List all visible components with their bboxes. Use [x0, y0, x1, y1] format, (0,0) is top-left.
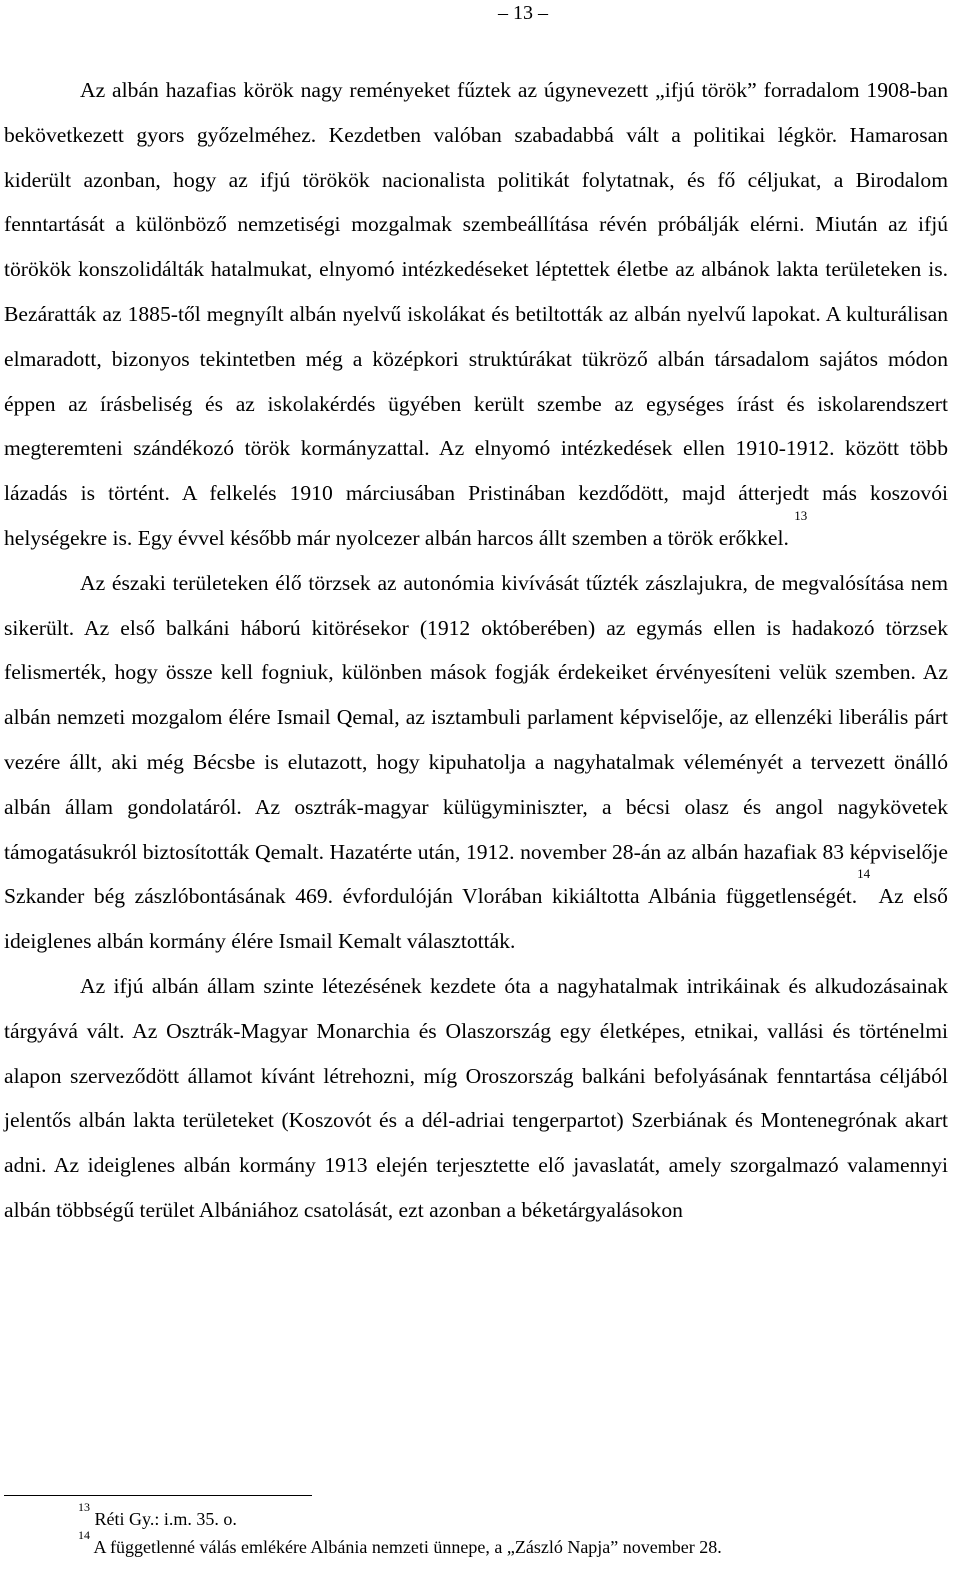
paragraph	[4, 561, 948, 964]
footnote-text: Réti Gy.: i.m. 35. o.	[94, 1509, 237, 1529]
footnote-number: 13	[78, 1500, 90, 1514]
footnote-reference: 13	[794, 507, 808, 523]
paragraph-text: Az ifjú albán állam szinte létezésének kezdete óta a nagyhatalmak intrikáinak és alkudozásainak tárgyává vált. Az Osztrák-Magyar Monarchia és Olaszország egy életképes, etnikai, vallási és történelmi alapon szerveződött államot kívánt létrehozni, míg Oroszország balkáni befolyásának fenntartása céljából jelentős albán lakta területeket (Koszovót és a dél-adriai tengerpartot) Szerbiának és Montenegrónak akart adni. Az ideiglenes albán kormány 1913 elején terjesztette elő javaslatát, amely szorgalmazó valamennyi albán többségű terület Albániához csatolását, ezt azonban a béketárgyalásokon	[4, 973, 948, 1222]
page-number: – 13 –	[498, 2, 548, 24]
footnote-text: A függetlenné válás emlékére Albánia nemzeti ünnepe, a „Zászló Napja” november 28.	[93, 1537, 722, 1557]
paragraph	[4, 68, 948, 561]
footnotes	[78, 1500, 948, 1561]
footnote	[78, 1500, 948, 1533]
footnote	[78, 1528, 948, 1561]
paragraph	[4, 964, 948, 1233]
footnote-number: 14	[78, 1528, 90, 1542]
paragraph-text: Az albán hazafias körök nagy reményeket fűztek az úgynevezett „ifjú török” forradalom 1908-ban bekövetkezett gyors győzelméhez. Kezdetben valóban szabadabbá vált a politikai légkör. Hamarosan kiderült azonban, hogy az ifjú törökök nacionalista politikát folytatnak, és fő céljukat, a Birodalom fenntartását a különböző nemzetiségi mozgalmak szembeállítása révén próbálják elérni. Miután az ifjú törökök konszolidálták hatalmukat, elnyomó intézkedéseket léptettek életbe az albánok lakta területeken is. Bezáratták az 1885-től megnyílt albán nyelvű iskolákat és betiltották az albán nyelvű lapokat. A kulturálisan elmaradott, bizonyos tekintetben még a középkori struktúrákat tükröző albán társadalom sajátos módon éppen az írásbeliség és az iskolakérdés ügyében került szembe az egységes írást és iskolarendszert megteremteni szándékozó török kormányzattal. Az elnyomó intézkedések ellen 1910-1912. között több lázadás is történt. A felkelés 1910 márciusában Pristinában kezdődött, majd átterjedt más koszovói helységekre is. Egy évvel később már nyolcezer albán harcos állt szemben a török erőkkel.	[4, 78, 948, 550]
paragraph-text: Az első ideiglenes albán kormány élére Ismail Kemalt választották.	[4, 884, 948, 954]
footnote-reference: 14	[857, 866, 871, 882]
body-text	[4, 68, 948, 1233]
paragraph-text: Az északi területeken élő törzsek az autonómia kivívását tűzték zászlajukra, de megvalósítása nem sikerült. Az első balkáni háború kitörésekor (1912 októberében) az egymás ellen is hadakozó törzsek felismerték, hogy össze kell fogniuk, különben mások fogják érdekeiket érvényesíteni velük szemben. Az albán nemzeti mozgalom élére Ismail Qemal, az isztambuli parlament képviselője, az ellenzéki liberális párt vezére állt, aki még Bécsbe is elutazott, hogy kipuhatolja a nagyhatalmak véleményét a tervezett önálló albán állam gondolatáról. Az osztrák-magyar külügyminiszter, a bécsi olasz és angol nagykövetek támogatásukról biztosították Qemalt. Hazatérte után, 1912. november 28-án az albán hazafiak 83 képviselője Szkander bég zászlóbontásának 469. évfordulóján Vlorában kikiáltotta Albánia függetlenségét.	[4, 570, 948, 909]
footnote-separator	[4, 1495, 312, 1496]
